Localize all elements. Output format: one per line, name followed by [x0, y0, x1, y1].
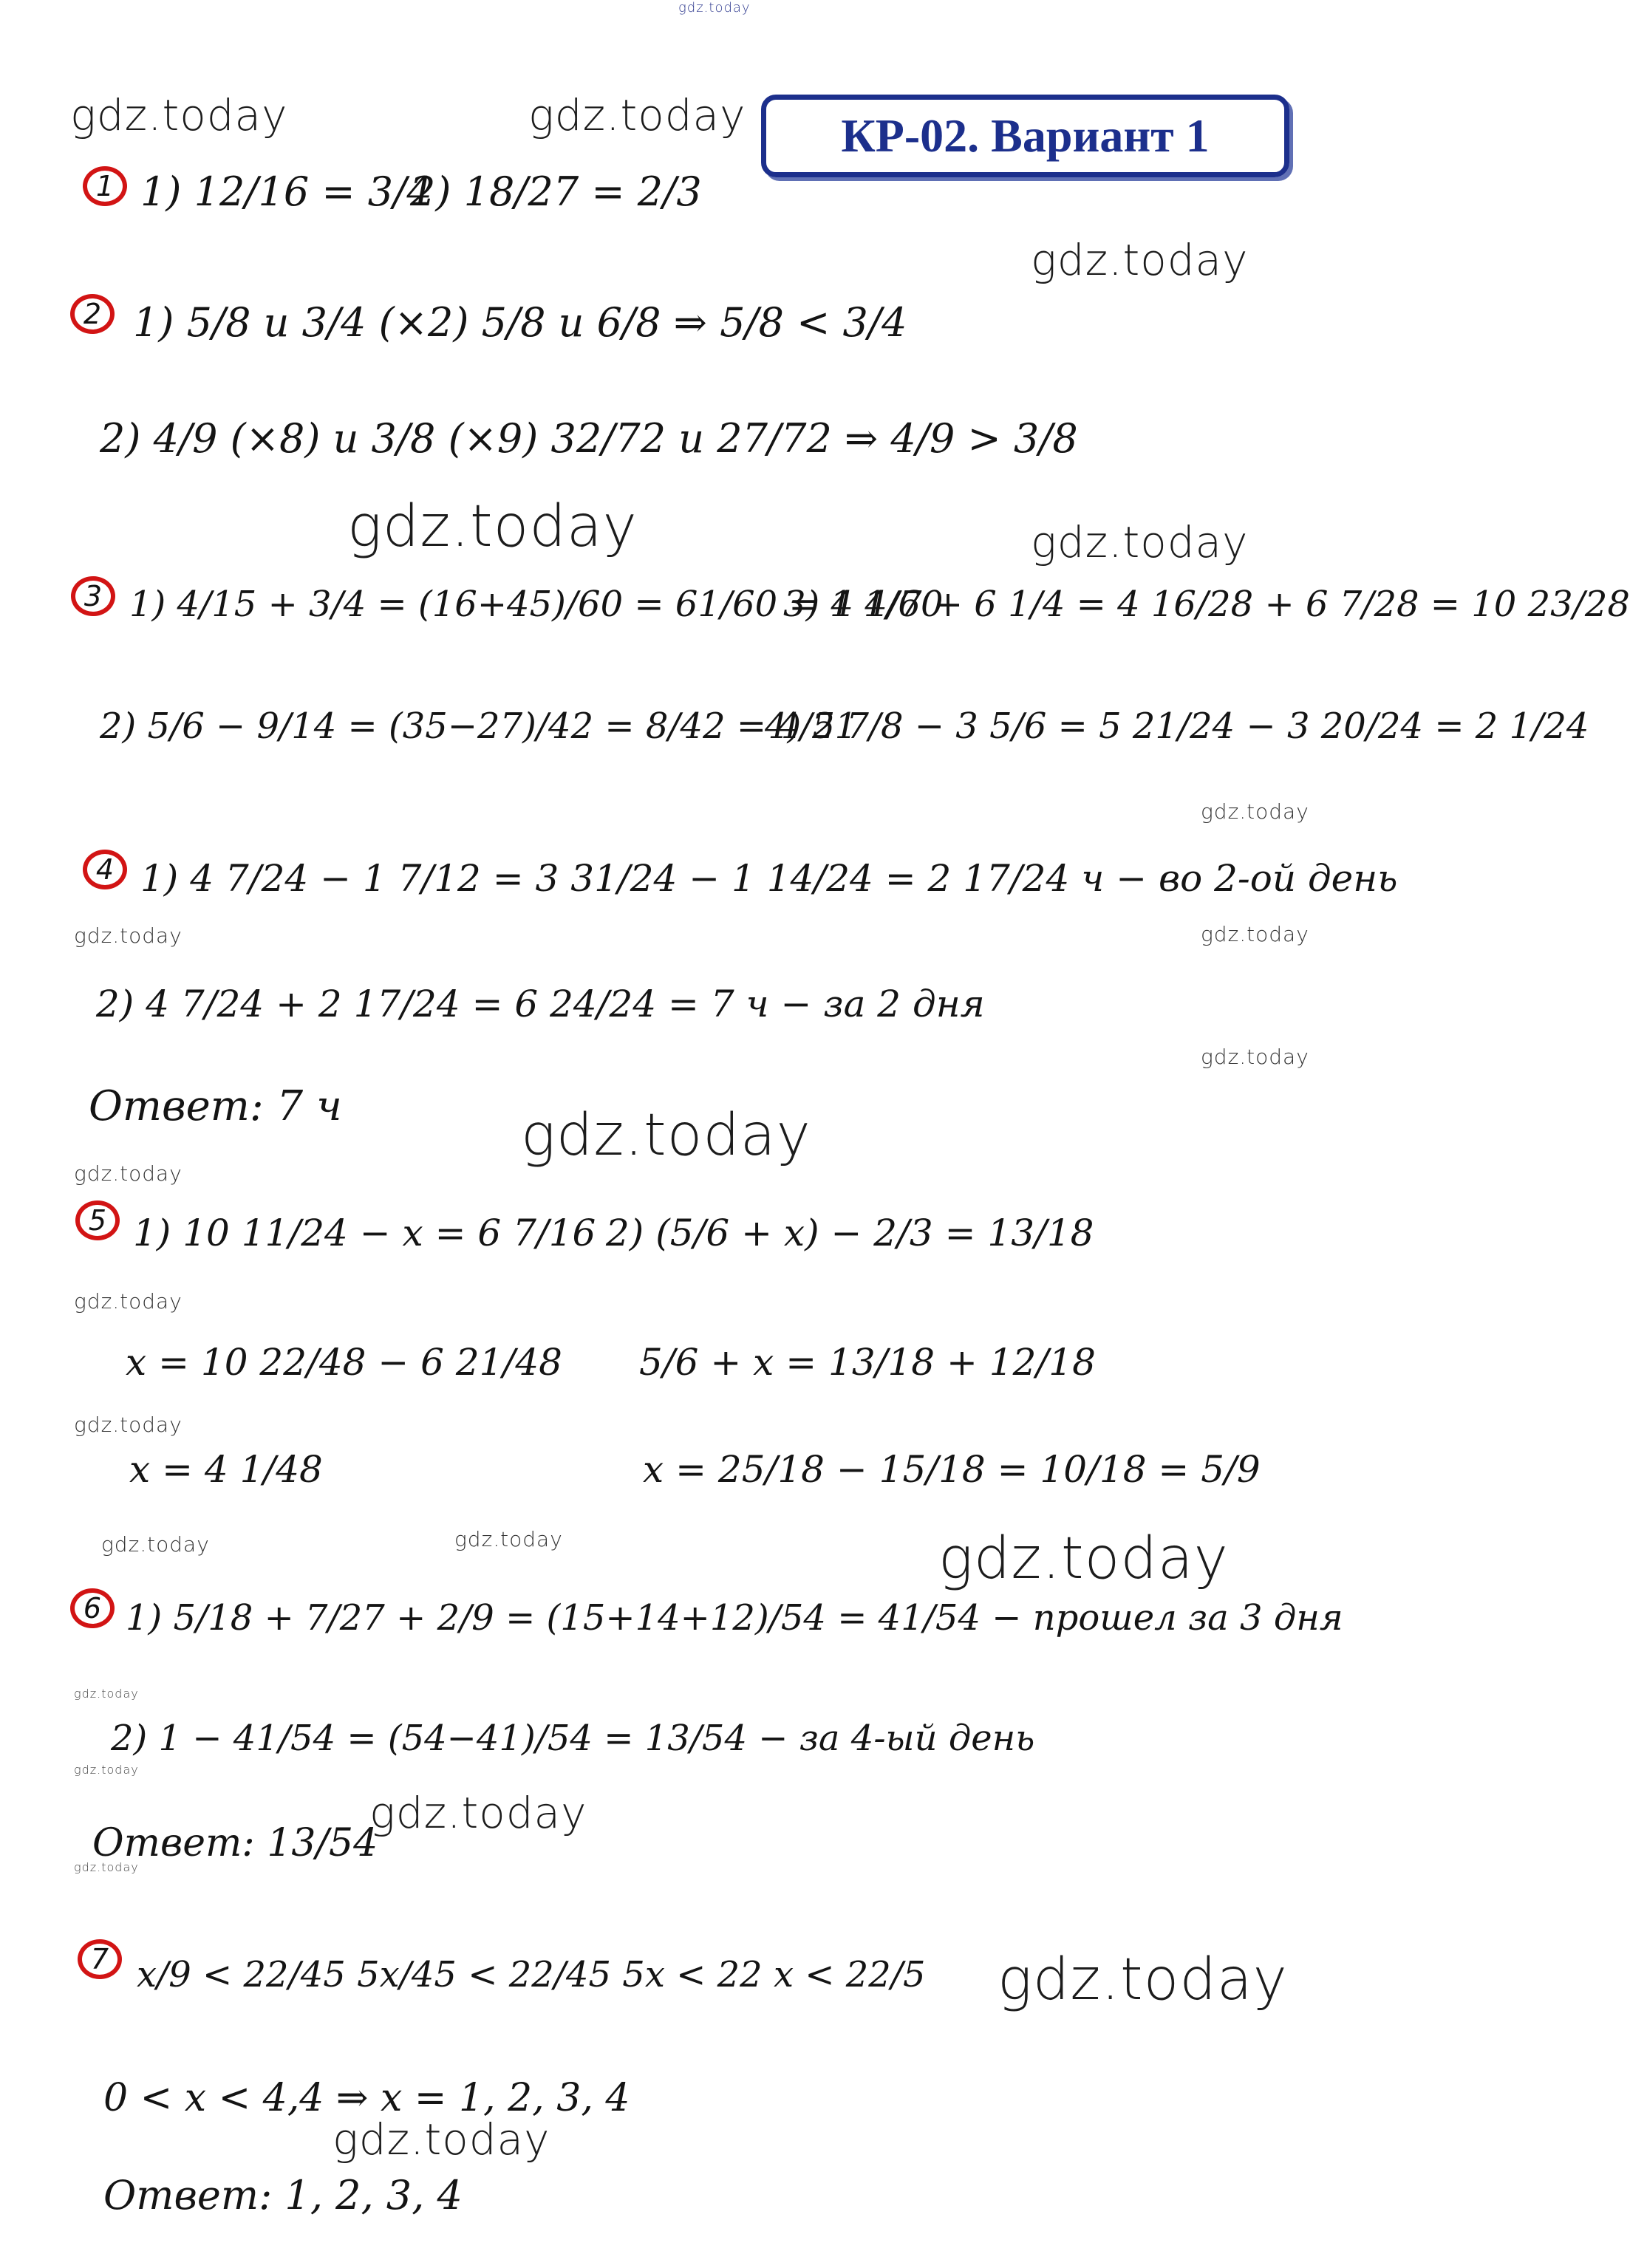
watermark: gdz.today: [369, 1788, 587, 1838]
watermark: gdz.today: [1201, 1045, 1309, 1069]
task-line: x = 25/18 − 15/18 = 10/18 = 5/9: [643, 1448, 1261, 1491]
watermark: gdz.today: [1031, 517, 1249, 567]
task-line: 1) 4/15 + 3/4 = (16+45)/60 = 61/60 = 1 1/60: [129, 584, 944, 625]
watermark: gdz.today: [74, 1763, 139, 1777]
task-line: 5/6 + x = 13/18 + 12/18: [639, 1341, 1096, 1384]
task-number-badge: 6: [70, 1588, 115, 1628]
task-number-badge: 1: [83, 166, 127, 206]
task-line: Ответ: 13/54: [92, 1821, 378, 1865]
top-watermark: gdz.today: [678, 0, 751, 16]
watermark: gdz.today: [74, 1687, 139, 1701]
watermark: gdz.today: [1201, 799, 1309, 824]
task-line: 2) 1 − 41/54 = (54−41)/54 = 13/54 − за 4-ый день: [111, 1718, 1035, 1759]
task-line: 2) 18/27 = 2/3: [410, 168, 702, 215]
watermark: gdz.today: [101, 1532, 210, 1557]
watermark: gdz.today: [70, 90, 288, 140]
task-number-badge: 2: [70, 294, 115, 334]
task-line: 4) 5 7/8 − 3 5/6 = 5 21/24 − 3 20/24 = 2 1/24: [765, 706, 1589, 747]
task-line: Ответ: 1, 2, 3, 4: [103, 2172, 463, 2219]
task-number-badge: 7: [78, 1939, 122, 1979]
watermark: gdz.today: [74, 1860, 139, 1874]
watermark: gdz.today: [998, 1947, 1288, 2013]
task-line: 1) 5/8 и 3/4 (×2) 5/8 и 6/8 ⇒ 5/8 < 3/4: [133, 299, 907, 346]
task-line: 2) 5/6 − 9/14 = (35−27)/42 = 8/42 = 4/21: [100, 706, 858, 747]
task-line: 2) 4/9 (×8) и 3/8 (×9) 32/72 и 27/72 ⇒ 4/9 > 3/8: [100, 415, 1078, 462]
task-line: Ответ: 7 ч: [89, 1082, 342, 1130]
watermark: gdz.today: [521, 1102, 811, 1169]
watermark: gdz.today: [938, 1526, 1229, 1592]
watermark: gdz.today: [1031, 235, 1249, 285]
watermark: gdz.today: [74, 923, 183, 948]
task-line: 2) (5/6 + x) − 2/3 = 13/18: [606, 1212, 1094, 1254]
task-line: 2) 4 7/24 + 2 17/24 = 6 24/24 = 7 ч − за 2 дня: [96, 983, 985, 1025]
watermark: gdz.today: [74, 1289, 183, 1314]
task-number-badge: 5: [75, 1200, 120, 1240]
task-number-badge: 3: [71, 576, 115, 616]
task-line: x = 10 22/48 − 6 21/48: [126, 1341, 562, 1384]
watermark: gdz.today: [74, 1161, 183, 1186]
task-line: 1) 12/16 = 3/4: [140, 168, 432, 215]
task-line: 1) 4 7/24 − 1 7/12 = 3 31/24 − 1 14/24 = 2 17/24 ч − во 2-ой день: [140, 857, 1398, 900]
watermark: gdz.today: [1201, 922, 1309, 946]
task-line: x/9 < 22/45 5x/45 < 22/45 5x < 22 x < 22/5: [137, 1954, 926, 1995]
page-title: КР-02. Вариант 1: [761, 95, 1289, 177]
task-line: x = 4 1/48: [129, 1448, 323, 1491]
watermark: gdz.today: [528, 90, 746, 140]
watermark: gdz.today: [454, 1527, 563, 1551]
task-line: 1) 5/18 + 7/27 + 2/9 = (15+14+12)/54 = 41/54 − прошел за 3 дня: [126, 1597, 1343, 1639]
task-number-badge: 4: [83, 850, 127, 889]
task-line: 0 < x < 4,4 ⇒ x = 1, 2, 3, 4: [103, 2076, 630, 2120]
task-line: 3) 4 4/7 + 6 1/4 = 4 16/28 + 6 7/28 = 10 23/28: [783, 584, 1630, 625]
watermark: gdz.today: [347, 493, 638, 560]
watermark: gdz.today: [333, 2114, 550, 2165]
watermark: gdz.today: [74, 1413, 183, 1437]
task-line: 1) 10 11/24 − x = 6 7/16: [133, 1212, 596, 1254]
